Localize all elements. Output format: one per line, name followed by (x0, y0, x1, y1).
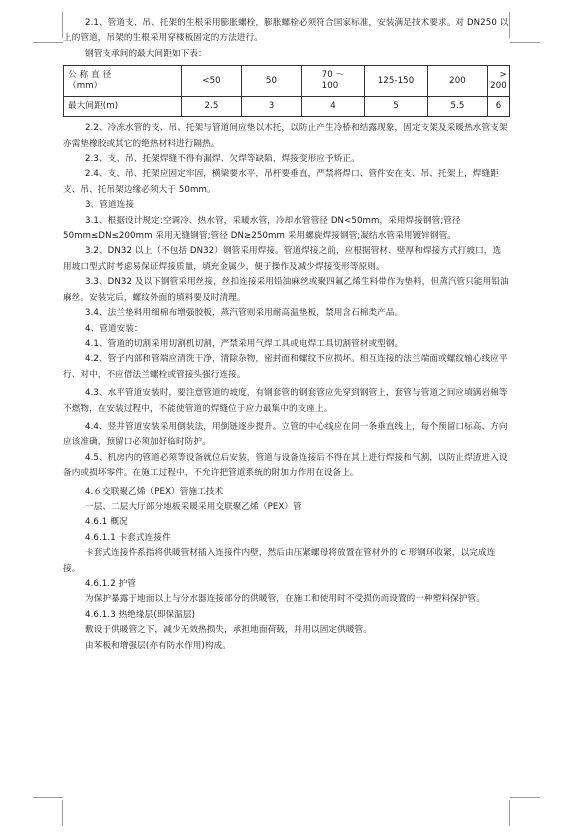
paragraph: 敷设于供暖管之下，减少无效热损失，承担地面荷载，并用以固定供暖管。 (85, 625, 372, 636)
section-heading: 4、管道安装： (85, 323, 143, 334)
cell-text: > (499, 70, 507, 81)
crop-mark (510, 797, 540, 798)
subheading: 4.6.1.1 卡套式连接件 (85, 532, 171, 543)
table-cell: 125-150 (365, 66, 428, 97)
table-cell: 6 (488, 97, 510, 117)
paragraph: 2.4、支、吊、托架应固定牢固，横梁要水平，吊杆要垂直，严禁将焊口、管件安在支、吊、托架上，焊缝距支、吊、托吊架边缘必须大于 50mm。 (63, 169, 499, 195)
subheading: 4.6.1 概况 (85, 517, 128, 528)
crop-mark (62, 800, 63, 826)
crop-mark (509, 12, 510, 38)
table-caption: 钢管支承间的最大间距如下表： (85, 48, 207, 59)
paragraph: 为保护暴露于地面以上与分水器连接部分的供暖管，在施工和使用时不受损伤而设置的一种塑料保护管。 (85, 594, 485, 605)
table-cell: 50 (242, 66, 302, 97)
pipe-support-spacing-table (63, 65, 510, 117)
subheading: 4.6.1.3 热绝缘层(即保温层) (85, 609, 196, 620)
table-cell: 4 (302, 97, 365, 117)
paragraph: 4.3、水平管道安装时，要注意管道的坡度，有钢套管的钢套管应先穿到钢管上，套管与管道之间应填满岩棉等不燃物，在安装过程中，不能使管道的焊缝位于应力最集中的支座上。 (63, 388, 508, 414)
paragraph: 3.2、DN32 以上（不包括 DN32）钢管采用焊接。管道焊接之前，应根据管材、壁厚和焊接方式打坡口，选用坡口型式时考虑易保证焊接质量，填充金属少，便于操作及减少焊接变形等原则。 (63, 246, 502, 272)
cell-text: 200 (490, 81, 507, 92)
table-cell: 5.5 (428, 97, 488, 117)
document-body (63, 16, 509, 654)
paragraph: 3.4、法兰垫料用细棉布增强胶板，蒸汽管则采用耐高温垫板，禁用含石棉类产品。 (85, 308, 404, 319)
table-cell: 200 (428, 66, 488, 97)
cell-text: 70 ～ (321, 70, 345, 81)
paragraph: 3.3、DN32 及以下钢管采用丝接，丝扣连接采用铅油麻丝或聚四氟乙烯生料带作为垫料，但蒸汽管只能用铅油麻丝。安装完后，螺纹外面的填料要及时清理。 (63, 277, 509, 303)
table-cell (302, 66, 365, 97)
paragraph: 4.1、管道的切割采用切割机切割，严禁采用气焊工具或电焊工具切割管材或型钢。 (85, 338, 404, 349)
paragraph: 卡套式连接件系指将供暖管材插入连接件内壁，然后由压紧螺母将放置在管材外的 c 形钢环收紧，以完成连接。 (63, 548, 496, 574)
paragraph: 3.1、根据设计规定:空调冷、热水管，采暖水管，冷却水管管径 DN<50mm，采用焊接钢管;管径 50mm≤DN≤200mm 采用无缝钢管;管径 DN≥250mm 采用螺旋焊接钢管;凝结水管采用镀锌钢管。 (63, 215, 461, 242)
crop-mark (509, 800, 510, 826)
cell-text: 100 (321, 81, 339, 92)
crop-mark (33, 42, 63, 43)
paragraph: 2.3、支、吊、托架焊缝不得有漏焊、欠焊等缺陷，焊接变形应予矫正。 (85, 154, 360, 165)
table-cell: 3 (242, 97, 302, 117)
table-row (64, 97, 510, 117)
table-row (64, 66, 510, 97)
table-cell: <50 (182, 66, 242, 97)
paragraph: 4.5、机房内的管道必须等设备就位后安装，管道与设备连接后不得在其上进行焊接和气割，以防止焊渣进入设备内或损坏零件。在施工过程中，不允许把管道系统的附加力作用在设备上。 (63, 452, 508, 479)
section-heading: 4.６交联聚乙烯（PEX）管施工技术 (85, 486, 224, 497)
paragraph: 2.2、冷冻水管的支、吊、托架与管道间应垫以木托，以防止产生冷桥和结露现象，固定支架及采暖热水管支架亦需垫橡胶或其它的绝热材料进行隔热。 (63, 123, 508, 149)
crop-mark (33, 797, 63, 798)
table-cell: 5 (365, 97, 428, 117)
subheading: 4.6.1.2 护管 (85, 579, 136, 589)
cell-text: （mm） (68, 81, 103, 92)
table-cell: 2.5 (182, 97, 242, 117)
section-heading: 3、管道连接 (85, 200, 135, 211)
paragraph: 2.1、管道支、吊、托架的生根采用膨胀螺栓，膨胀螺栓必须符合国家标准，安装满足技术要求。对 DN250 以上的管道，吊架的生根采用穿楼板固定的方法进行。 (63, 18, 509, 44)
paragraph: 4.4、竖井管道安装采用倒装法，用倒链逐步提升。立管的中心线应在同一条垂直线上，每个预留口标高、方向应该准确，预留口必须加好临时防护。 (63, 421, 508, 448)
table-cell: 最大间距(m) (64, 97, 182, 117)
crop-mark (510, 42, 540, 43)
paragraph: 4.2、管子内部和管端应清洗干净，清除杂物，密封面和螺纹不应损坏。相互连接的法兰端面或螺纹轴心线应平行、对中，不应借法兰螺栓或管接头强行连接。 (63, 354, 508, 380)
table-cell (488, 66, 510, 97)
table-cell (64, 66, 182, 97)
cell-text: 公 称 直 径 (68, 70, 112, 81)
subheading: 一层、二层大厅部分地板采暖采用交联聚乙烯（PEX）管 (85, 501, 302, 512)
paragraph: 由苯板和增强层(亦有防水作用)构成。 (85, 640, 232, 651)
